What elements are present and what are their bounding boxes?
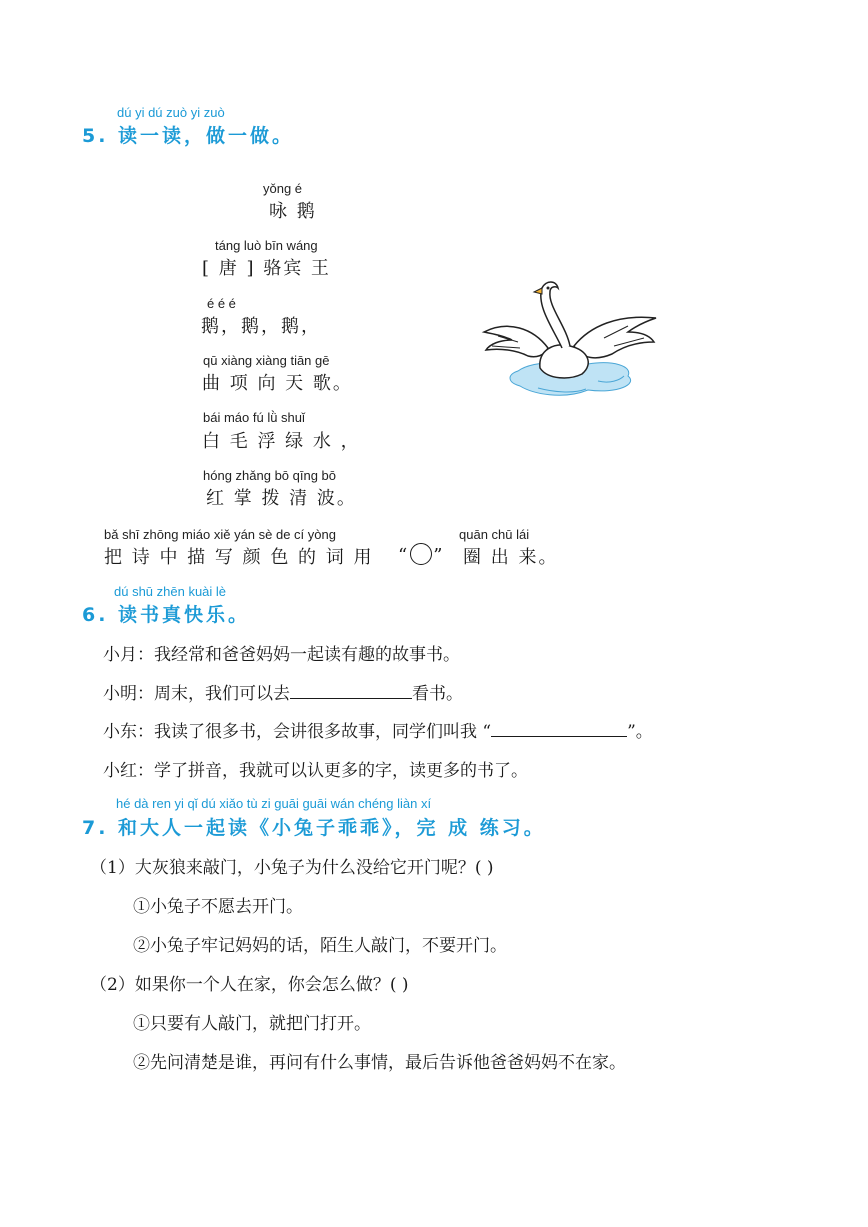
poem-line-4: 红 掌 拨 清 波。	[206, 488, 357, 509]
q6-title: 6. 读书真快乐。	[82, 604, 251, 626]
q7-q2-option-2: ②先问清楚是谁，再问有什么事情，最后告诉他爸爸妈妈不在家。	[133, 1053, 626, 1073]
q5-task-end-pinyin: quān chū lái	[459, 527, 530, 542]
q6-line-2-end: 看书。	[412, 684, 463, 704]
poem-line-2-pinyin: qū xiàng xiàng tiān gē	[203, 353, 330, 368]
poem-author-pinyin: táng luò bīn wáng	[215, 238, 318, 253]
q7-question-1: （1）大灰狼来敲门，小兔子为什么没给它开门呢？( )	[90, 858, 494, 878]
circle-symbol-icon	[410, 543, 432, 565]
q6-line-2-start: 小明：周末，我们可以去	[103, 684, 290, 704]
poem-line-3: 白 毛 浮 绿 水 ，	[202, 431, 361, 452]
q5-title-pinyin: dú yi dú zuò yi zuò	[117, 105, 225, 120]
q6-line-3-end: ”。	[627, 722, 653, 742]
q7-q1-option-1: ①小兔子不愿去开门。	[133, 897, 303, 917]
q7-title-pinyin: hé dà ren yi qǐ dú xiǎo tù zi guāi guāi wán chéng liàn xí	[116, 796, 432, 811]
poem-line-2: 曲 项 向 天 歌。	[202, 373, 353, 394]
q7-q1-option-2: ②小兔子牢记妈妈的话，陌生人敲门，不要开门。	[133, 936, 507, 956]
q5-title: 5. 读一读，做一做。	[82, 125, 295, 147]
q6-blank-place[interactable]	[290, 680, 412, 699]
q5-task-end-text: 圈 出 来。	[463, 547, 559, 568]
q5-open-quote: “	[398, 545, 410, 566]
poem-author: [ 唐 ] 骆宾 王	[202, 258, 331, 279]
q7-question-2: （2）如果你一个人在家，你会怎么做？( )	[90, 975, 409, 995]
q5-task-marker	[398, 543, 444, 566]
poem-title: 咏 鹅	[269, 201, 317, 222]
poem-line-1: 鹅，鹅，鹅，	[201, 316, 321, 337]
q6-line-3	[103, 717, 653, 742]
q6-line-1: 小月：我经常和爸爸妈妈一起读有趣的故事书。	[103, 645, 460, 665]
q6-blank-nickname[interactable]	[491, 718, 627, 737]
q7-q2-option-1: ①只要有人敲门，就把门打开。	[133, 1014, 371, 1034]
q7-title: 7. 和大人一起读《小兔子乖乖》，完 成 练习。	[82, 817, 546, 839]
poem-title-pinyin: yǒng é	[263, 181, 303, 196]
q5-task-pinyin: bǎ shī zhōng miáo xiě yán sè de cí yòng	[104, 527, 336, 542]
q5-close-quote: ”	[433, 545, 445, 566]
poem-line-1-pinyin: é é é	[207, 296, 236, 311]
q6-line-4: 小红：学了拼音，我就可以认更多的字，读更多的书了。	[103, 761, 528, 781]
q6-title-pinyin: dú shū zhēn kuài lè	[114, 584, 227, 599]
q5-task-text: 把 诗 中 描 写 颜 色 的 词 用	[104, 547, 374, 568]
swan-illustration	[478, 276, 662, 408]
poem-line-3-pinyin: bái máo fú lǜ shuǐ	[203, 410, 305, 425]
poem-line-4-pinyin: hóng zhǎng bō qīng bō	[203, 468, 337, 483]
q6-line-2	[103, 679, 463, 704]
q6-line-3-start: 小东：我读了很多书，会讲很多故事，同学们叫我 “	[103, 722, 492, 742]
